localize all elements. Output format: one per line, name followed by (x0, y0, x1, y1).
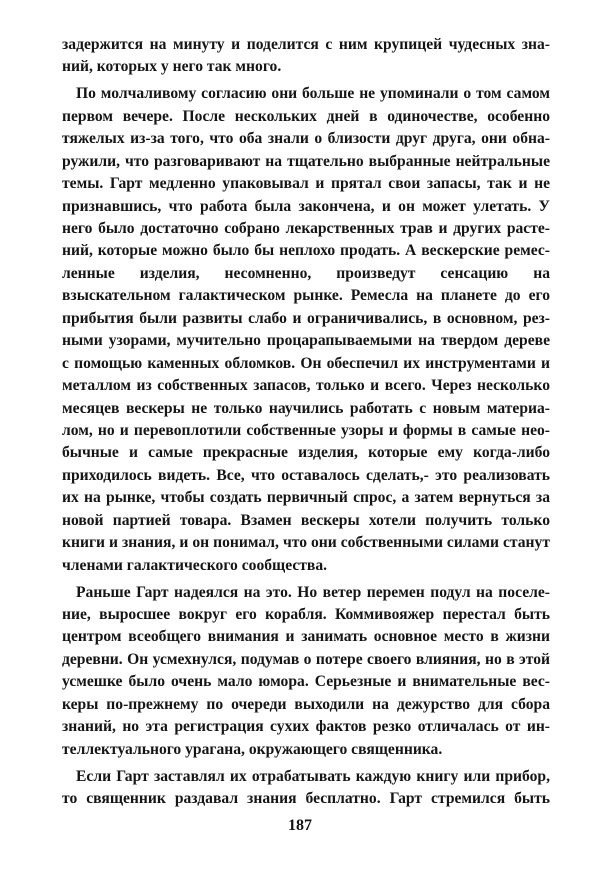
paragraph (62, 766, 550, 811)
text-line: теллектуального урагана, окружающего священника. (62, 740, 443, 758)
book-page-text (62, 34, 550, 815)
text-line: членами галактического сообщества. (62, 556, 328, 574)
text-line: признавшись, что работа была закончена, и он может улетать. У (62, 197, 550, 215)
text-line: книги и знания, и он понимал, что они собственными силами станут (62, 534, 550, 552)
paragraph (62, 34, 550, 79)
text-line: ружили, что разговаривают на тщательно выбранные нейтральные (62, 152, 550, 170)
paragraph (62, 83, 550, 577)
text-line: ние, выросшее вокруг его корабля. Коммивояжер перестал быть (62, 605, 550, 623)
text-line: ний, которые можно было бы неплохо продать. А вескерские ремес- (62, 242, 550, 260)
text-line: месяцев вескеры не только научились работать с новым материа- (62, 399, 550, 417)
page-number: 187 (288, 817, 312, 834)
text-line: Раньше Гарт надеялся на это. Но ветер перемен подул на поселе- (76, 583, 550, 601)
text-line: керы по-прежнему по очереди выходили на дежурство для сбора (62, 695, 550, 713)
text-line: него было достаточно собрано лекарственных трав и других расте- (62, 220, 550, 237)
text-line: ний, которых у него так много. (62, 58, 282, 76)
text-line: их на рынке, чтобы создать первичный спрос, а затем вернуться за (62, 489, 550, 507)
text-line: взыскательном галактическом рынке. Ремесла на планете до его (62, 287, 550, 305)
text-line: знаний, но эта регистрация сухих фактов резко отличалась от ин- (62, 718, 550, 736)
paragraph (62, 582, 550, 762)
text-line: лом, но и перевоплотили собственные узоры и формы в самые нео- (62, 421, 550, 439)
text-line: приходилось видеть. Все, что оставалось сделать,- это реализовать (62, 466, 550, 484)
text-line: новой партией товара. Взамен вескеры хотели получить только (62, 511, 550, 529)
text-line: деревни. Он усмехнулся, подумав о потере своего влияния, но в этой (62, 650, 550, 668)
text-line: с помощью каменных обломков. Он обеспечил их инструментами и (62, 354, 550, 372)
text-line: темы. Гарт медленно упаковывал и прятал свои запасы, так и не (62, 175, 550, 193)
text-line: бычные и самые прекрасные изделия, которые ему когда-либо (62, 444, 550, 462)
text-line: центром всеобщего внимания и занимать основное место в жизни (62, 628, 550, 646)
text-line: то священник раздавал знания бесплатно. Гарт стремился быть (62, 789, 550, 807)
text-line: задержится на минуту и поделится с ним крупицей чудесных зна- (62, 36, 550, 53)
text-line: металлом из собственных запасов, только и всего. Через несколько (62, 377, 550, 395)
text-line: тяжелых из-за того, что оба знали о близости друг друга, они обна- (62, 130, 550, 148)
text-line: прибытия были развиты слабо и ограничивались, в основном, рез- (62, 309, 550, 327)
text-line: По молчаливому согласию они больше не упоминали о том самом (76, 85, 550, 103)
text-line: ными узорами, мучительно процарапываемыми на твердом дереве (62, 332, 550, 350)
text-line: ленные изделия, несомненно, произведут сенсацию на (62, 264, 550, 282)
text-line: Если Гарт заставлял их отрабатывать каждую книгу или прибор, (76, 767, 550, 785)
text-line: первом вечере. После нескольких дней в одиночестве, особенно (62, 107, 550, 125)
text-line: усмешке было очень мало юмора. Серьезные и внимательные вес- (62, 673, 550, 691)
